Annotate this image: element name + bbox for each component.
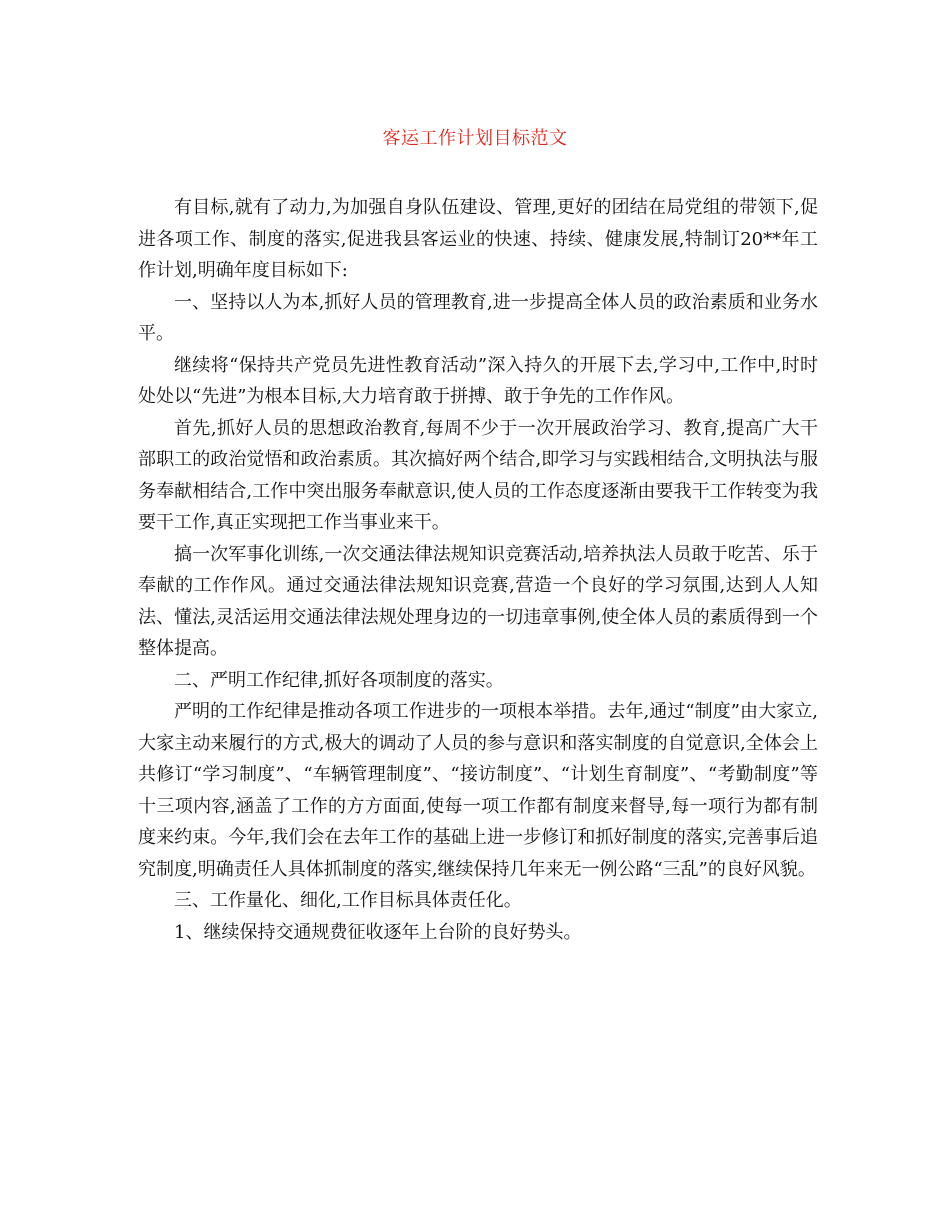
paragraph: 搞一次军事化训练,一次交通法律法规知识竞赛活动,培养执法人员敢于吃苦、乐于奉献的工作作风。通过交通法律法规知识竞赛,营造一个良好的学习氛围,达到人人知法、懂法,灵活运用交通法律法规处理身边的一切违章事例,使全体人员的素质得到一个整体提高。 — [138, 543, 818, 659]
paragraph: 严明的工作纪律是推动各项工作进步的一项根本举措。去年,通过“制度”由大家立,大家主动来履行的方式,极大的调动了人员的参与意识和落实制度的自觉意识,全体会上共修订“学习制度”、“车辆管理制度”、“接访制度”、“计划生育制度”、“考勤制度”等十三项内容,涵盖了工作的方方面面,使每一项工作都有制度来督导,每一项行为都有制度来约束。今年,我们会在去年工作的基础上进一步修订和抓好制度的落实,完善事后追究制度,明确责任人具体抓制度的落实,继续保持几年来无一例公路“三乱”的良好风貌。 — [138, 701, 818, 880]
document-title: 客运工作计划目标范文 — [382, 128, 568, 149]
heading-section-1: 一、坚持以人为本,抓好人员的管理教育,进一步提高全体人员的政治素质和业务水平。 — [138, 291, 818, 344]
paragraph-intro: 有目标,就有了动力,为加强自身队伍建设、管理,更好的团结在局党组的带领下,促进各项工作、制度的落实,促进我县客运业的快速、持续、健康发展,特制订20**年工作计划,明确年度目标如下: — [138, 197, 818, 281]
document-body — [138, 192, 818, 948]
paragraph: 继续将“保持共产党员先进性教育活动”深入持久的开展下去,学习中,工作中,时时处处以“先进”为根本目标,大力培育敢于拼搏、敢于争先的工作作风。 — [138, 354, 818, 407]
list-item: 1、继续保持交通规费征收逐年上台阶的良好势头。 — [174, 921, 582, 943]
paragraph: 首先,抓好人员的思想政治教育,每周不少于一次开展政治学习、教育,提高广大干部职工的政治觉悟和政治素质。其次搞好两个结合,即学习与实践相结合,文明执法与服务奉献相结合,工作中突出服务奉献意识,使人员的工作态度逐渐由要我干工作转变为我要干工作,真正实现把工作当事业来干。 — [138, 417, 818, 533]
heading-section-3: 三、工作量化、细化,工作目标具体责任化。 — [174, 890, 522, 911]
heading-section-2: 二、严明工作纪律,抓好各项制度的落实。 — [174, 669, 504, 691]
